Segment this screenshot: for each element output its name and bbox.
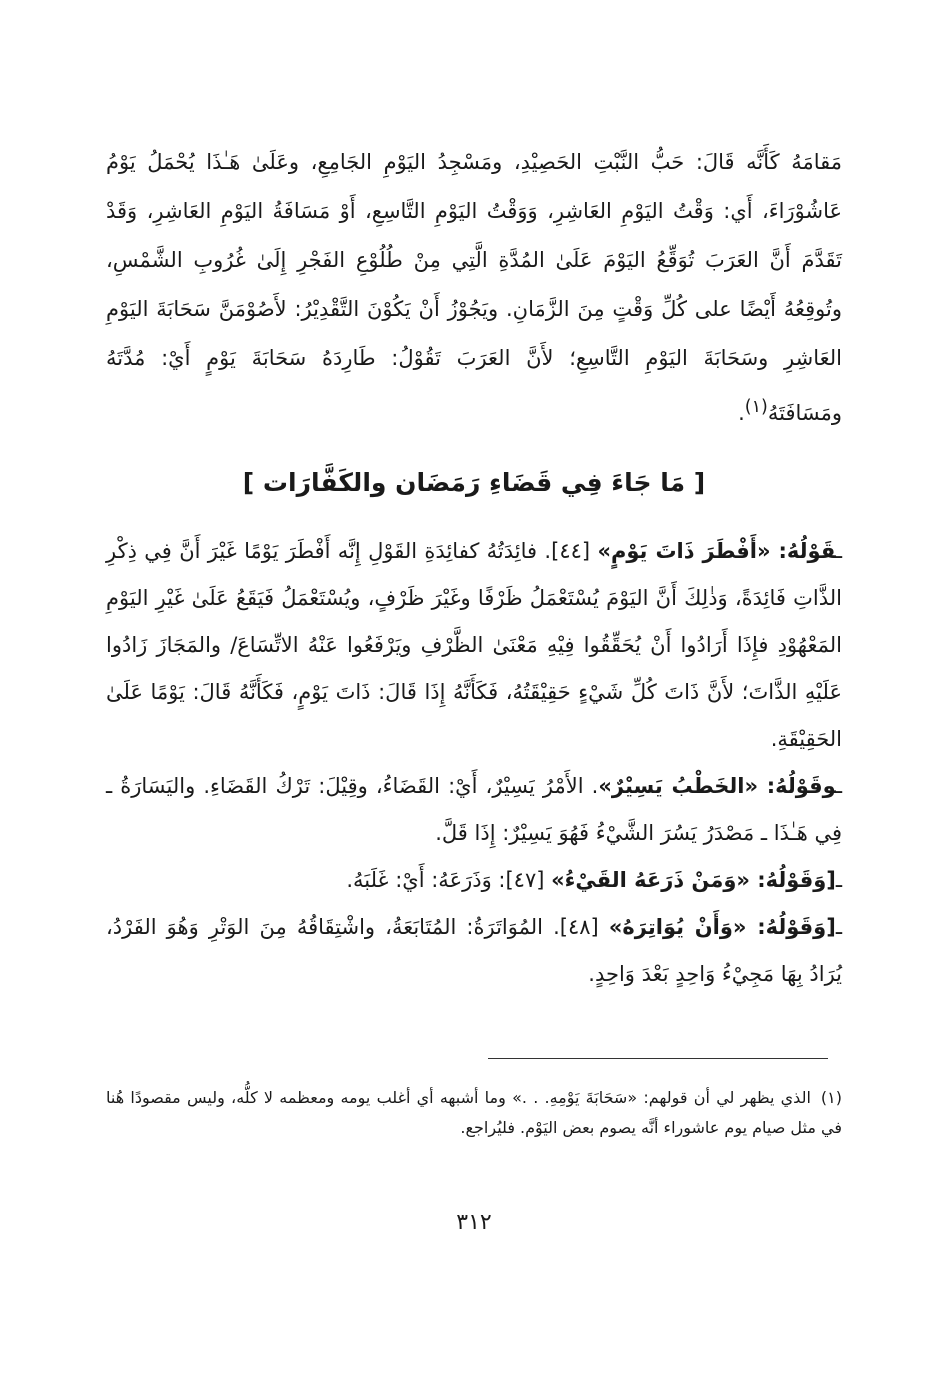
footnotes [106,1083,842,1143]
entry-lemma: [وَقَوْلُهُ: «وَأَنْ يُوَاتِرَهُ» [608,915,836,939]
commentary-entries [106,528,842,998]
body-text [106,138,842,438]
entry-dash: ـ [835,539,842,563]
paragraph [106,138,842,438]
entry [106,857,842,904]
entry-dash: ـ [835,915,842,939]
entry-lemma: وقَوْلُهُ: «الخَطْبُ يَسِيْرٌ» [598,774,836,798]
paragraph-text: مَقامَهُ كَأَنَّه قَالَ: حَبُّ النَّبْتِ الحَصِيْدِ، ومَسْجِدُ اليَوْمِ الجَامِعِ، وعَلَىٰ هَـٰذَا يُحْمَلُ يَوْمُ عَاشُوْرَاءَ، أَي: وَقْتُ اليَوْمِ العَاشِرِ، وَوَقْتُ اليَوْمِ التَّاسِعِ، أَوْ مَسَافَةُ اليَوْمِ العَاشِرِ، وَقَدْ تَقَدَّمَ أَنَّ العَرَبَ تُوَقِّعُ اليَوْمَ عَلَىٰ المُدَّةِ الَّتِي مِنْ طُلُوْعِ الفَجْرِ إِلَىٰ غُرُوبِ الشَّمْسِ، وتُوقِعُهُ أَيْضًا على كُلِّ وَقْتٍ مِنَ الزَّمَانِ. ويَجُوْزُ أَنْ يَكُوْنَ التَّقْدِيْرُ: لأَصُوْمَنَّ سَحَابَةَ اليَوْمِ العَاشِرِ وسَحَابَةَ اليَوْمِ التَّاسِعِ؛ لأَنَّ العَرَبَ تَقُوْلُ: طَارِدَهُ سَحَابَةَ يَوْمٍ أَيْ: مُدَّتَهُ ومَسَافَتَهُ [106,150,842,425]
entry [106,904,842,998]
footnote-text: الذي يظهر لي أن قولهم: «سَحَابَةَ يَوْمِهِ. . .» وما أشبهه أي أغلب يومه ومعظمه لا كلُّه، وليس مقصودًا هُنا في مثل صيام يوم عاشوراء أنَّه يصوم بعض اليَوْم. فليُراجع. [106,1088,842,1137]
section-heading: [ مَا جَاءَ فِي قَضَاءِ رَمَضَان والكَفَّارَات ] [242,468,706,497]
entry [106,528,842,763]
paragraph-end: . [738,401,745,425]
entry-dash: ـ [835,774,842,798]
entry-text: [٤٧]: وَذَرَعَهُ: أَيْ: غَلَبَهُ. [346,868,552,892]
page-number: ٣١٢ [456,1210,492,1235]
entry-text: [٤٨]. المُوَاتَرَةُ: المُتَابَعَةُ، واشْتِقَاقُهُ مِنَ الوَتْرِ وَهُوَ الفَرْدُ، يُرَادُ بِهَا مَجِيْءُ وَاحِدٍ بَعْدَ وَاحِدٍ. [106,915,842,986]
footnote-divider [488,1058,828,1059]
entry-text: . الأَمْرُ يَسِيْرٌ، أَيْ: القَضَاءُ، وقِيْلَ: تَرْكُ القَضَاءِ. واليَسَارَةُ ـ فِي هَـٰذَا ـ مَصْدَرُ يَسُرَ الشَّيْءُ فَهُوَ يَسِيْرٌ: إِذَا قَلَّ. [106,774,842,845]
footnote-number: (١) [820,1088,842,1107]
footnote [106,1083,842,1143]
entry [106,763,842,857]
entry-dash: ـ [835,868,842,892]
footnote-reference: (١) [744,397,768,417]
entry-lemma: [وَقَوْلُهُ: «وَمَنْ ذَرَعَهُ القَيْءُ» [551,868,836,892]
entry-lemma: قَوْلُهُ: «أَفْطَرَ ذَاتَ يَوْمٍ» [597,539,836,563]
entry-text: [٤٤]. فائِدَتُهُ كفائِدَةِ القَوْلِ إِنَّه أَفْطَرَ يَوْمًا غَيْرَ أَنَّ فِي ذِكْرِ الذَّاتِ فَائِدَةً، وَذٰلِكَ أَنَّ اليَوْمَ يُسْتَعْمَلُ ظَرْفًا وغَيْرَ ظَرْفٍ، ويُسْتَعْمَلُ فَيَقَعُ عَلَىٰ غَيْرِ اليَوْمِ المَعْهُوْدِ فإِذَا أَرَادُوا أَنْ يُحَقِّقُوا فِيْهِ مَعْنَىٰ الظَّرْفِ ويَرْفَعُوا عَنْهُ الاتِّسَاعَ/ والمَجَازَ زَادُوا عَلَيْهِ الذَّاتَ؛ لأَنَّ ذَاتَ كُلِّ شَيْءٍ حَقِيْقَتُهُ، فَكَأَنَّهُ إِذَا قَالَ: ذَاتَ يَوْمٍ، فَكَأَنَّهُ قَالَ: يَوْمًا عَلَىٰ الحَقِيْقَةِ. [106,539,842,751]
